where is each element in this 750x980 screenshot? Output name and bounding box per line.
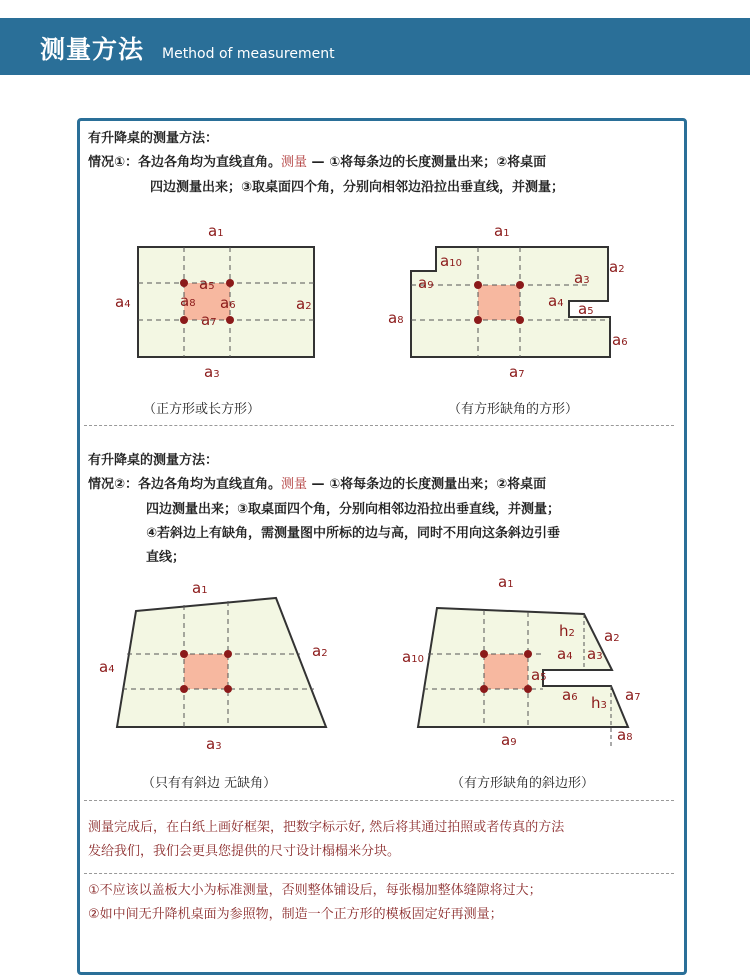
svg-text:a5: a5: [199, 275, 215, 293]
section2-heading: 有升降桌的测量方法：: [88, 453, 219, 468]
section2-line2: 四边测量出来；③取桌面四个角，分别向相邻边沿拉出垂直线，并测量；: [146, 502, 561, 517]
svg-text:a2: a2: [312, 642, 328, 660]
svg-text:a7: a7: [201, 311, 217, 329]
svg-text:a3: a3: [574, 269, 590, 287]
svg-text:a5: a5: [531, 666, 547, 684]
svg-text:a3: a3: [206, 735, 222, 753]
rectangle-diagram: [115, 222, 314, 381]
svg-text:a4: a4: [115, 293, 131, 311]
divider: [84, 800, 674, 801]
svg-text:a4: a4: [557, 645, 573, 663]
svg-text:a5: a5: [578, 300, 594, 318]
section1-caption-right: （有方形缺角的方形）: [448, 402, 579, 417]
section2-diagrams: [80, 570, 680, 765]
svg-text:a8: a8: [617, 726, 633, 744]
svg-text:a7: a7: [509, 363, 525, 381]
header-bar: [0, 18, 750, 75]
svg-text:h2: h2: [559, 622, 575, 640]
svg-text:a10: a10: [402, 648, 424, 666]
section1-caption-left: （正方形或长方形）: [143, 402, 261, 417]
svg-text:a1: a1: [498, 573, 514, 591]
svg-text:a6: a6: [612, 331, 628, 349]
section2-line1: 情况②：各边各角均为直线直角。测量 — ①将每条边的长度测量出来；②将桌面: [88, 477, 547, 492]
svg-text:a9: a9: [418, 274, 434, 292]
svg-text:a6: a6: [562, 686, 578, 704]
svg-text:a4: a4: [99, 658, 115, 676]
notched-rectangle-diagram: [388, 222, 628, 381]
section1-diagrams: [80, 215, 680, 385]
svg-text:a7: a7: [625, 686, 641, 704]
svg-text:a2: a2: [604, 627, 620, 645]
section2-caption-right: （有方形缺角的斜边形）: [451, 776, 595, 791]
divider: [84, 425, 674, 426]
section1-heading: 有升降桌的测量方法：: [88, 131, 219, 146]
section1-line1: 情况①：各边各角均为直线直角。测量 — ①将每条边的长度测量出来；②将桌面: [88, 155, 547, 170]
note-4: ②如中间无升降机桌面为参照物，制造一个正方形的模板固定好再测量；: [88, 907, 503, 922]
svg-text:a2: a2: [609, 258, 625, 276]
svg-text:a8: a8: [388, 309, 404, 327]
note-2: 发给我们，我们会更具您提供的尺寸设计榻榻米分块。: [88, 844, 401, 859]
svg-text:h3: h3: [591, 694, 607, 712]
svg-text:a4: a4: [548, 292, 564, 310]
svg-text:a3: a3: [587, 645, 603, 663]
svg-text:a9: a9: [501, 731, 517, 749]
svg-text:a6: a6: [220, 294, 236, 312]
svg-text:a1: a1: [494, 222, 510, 240]
section2-caption-left: （只有有斜边 无缺角）: [142, 776, 277, 791]
section1-line2: 四边测量出来；③取桌面四个角，分别向相邻边沿拉出垂直线，并测量；: [150, 180, 565, 195]
header-title-en: Method of measurement: [162, 46, 335, 62]
divider: [84, 873, 674, 874]
note-1: 测量完成后，在白纸上画好框架，把数字标示好, 然后将其通过拍照或者传真的方法: [88, 820, 565, 835]
svg-text:a2: a2: [296, 295, 312, 313]
slanted-quad-diagram: [99, 579, 328, 753]
slanted-notched-diagram: [402, 573, 641, 749]
section2-line4: 直线；: [146, 550, 186, 565]
note-3: ①不应该以盖板大小为标准测量，否则整体铺设后，每张榻加整体缝隙将过大；: [88, 883, 542, 898]
svg-text:a1: a1: [192, 579, 208, 597]
svg-text:a10: a10: [440, 252, 462, 270]
section2-line3: ④若斜边上有缺角，需测量图中所标的边与高，同时不用向这条斜边引垂: [146, 526, 561, 541]
svg-text:a1: a1: [208, 222, 224, 240]
header-title-cn: 测量方法: [40, 35, 145, 64]
svg-text:a3: a3: [204, 363, 220, 381]
svg-text:a8: a8: [180, 292, 196, 310]
